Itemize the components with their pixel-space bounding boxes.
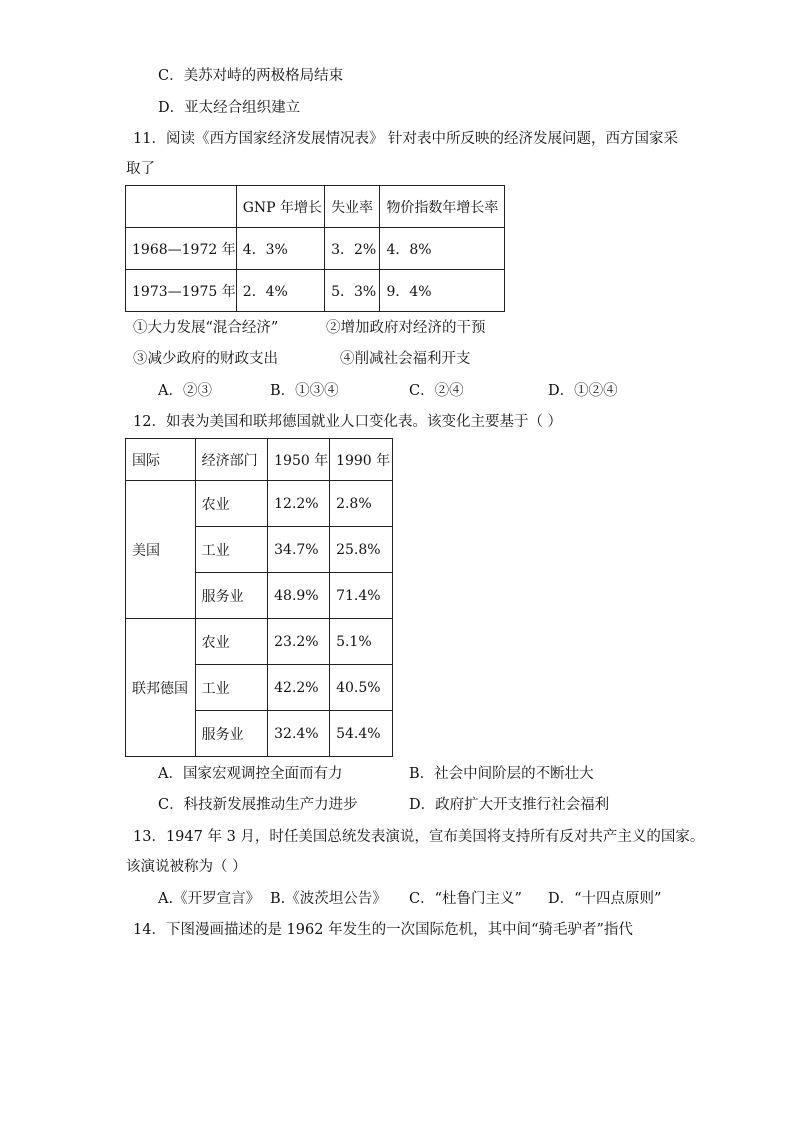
table-cell: 服务业 (195, 711, 267, 757)
q11-header-cell: GNP 年增长 (236, 186, 324, 228)
table-cell: 4．3% (236, 228, 324, 270)
q12-stem: 12．如表为美国和联邦德国就业人口变化表。该变化主要基于（ ） (133, 414, 563, 430)
q11-table (125, 185, 505, 312)
table-cell: 3．2% (325, 228, 380, 270)
table-cell: 1973—1975 年 (126, 270, 237, 312)
q11-option-a: A．②③ (158, 383, 212, 399)
q12-header-cell: 1990 年 (330, 439, 393, 481)
q13-stem-line1: 13．1947 年 3 月，时任美国总统发表演说，宣布美国将支持所有反对共产主义的国家。 (133, 829, 705, 845)
table-cell: 9．4% (380, 270, 505, 312)
table-cell: 23.2% (268, 619, 330, 665)
country-cell: 美国 (126, 481, 196, 619)
table-cell: 42.2% (268, 665, 330, 711)
q10-option-c: C．美苏对峙的两极格局结束 (158, 68, 344, 84)
table-cell: 12.2% (268, 481, 330, 527)
table-cell: 25.8% (330, 527, 393, 573)
table-row (126, 481, 393, 527)
table-cell: 5.1% (330, 619, 393, 665)
q11-stem-line2: 取了 (126, 161, 155, 177)
table-cell: 2.8% (330, 481, 393, 527)
q14-stem: 14．下图漫画描述的是 1962 年发生的一次国际危机，其中间“骑毛驴者”指代 (133, 922, 633, 938)
table-cell: 5．3% (325, 270, 380, 312)
table-cell: 农业 (195, 619, 267, 665)
q13-option-c: C．“杜鲁门主义” (409, 891, 522, 907)
table-cell: 48.9% (268, 573, 330, 619)
table-cell: 34.7% (268, 527, 330, 573)
q11-statement-1: ①大力发展“混合经济” (133, 320, 279, 336)
q12-option-d: D．政府扩大开支推行社会福利 (409, 797, 610, 813)
q12-option-c: C．科技新发展推动生产力进步 (158, 797, 358, 813)
table-cell: 工业 (195, 527, 267, 573)
country-cell: 联邦德国 (126, 619, 196, 757)
q13-option-d: D．“十四点原则” (548, 891, 662, 907)
table-cell: 32.4% (268, 711, 330, 757)
q13-option-a: A.《开罗宣言》 (158, 891, 261, 907)
q12-table (125, 438, 393, 757)
q11-header-cell: 物价指数年增长率 (380, 186, 505, 228)
table-cell: 农业 (195, 481, 267, 527)
q12-option-b: B．社会中间阶层的不断壮大 (409, 766, 594, 782)
table-cell: 54.4% (330, 711, 393, 757)
q11-header-cell: 失业率 (325, 186, 380, 228)
table-cell: 服务业 (195, 573, 267, 619)
table-row (126, 619, 393, 665)
table-cell: 4．8% (380, 228, 505, 270)
q12-options-row1 (0, 764, 794, 784)
q11-statement-2: ②增加政府对经济的干预 (326, 320, 486, 336)
q10-option-d: D．亚太经合组织建立 (158, 100, 301, 116)
q11-header-cell (126, 186, 237, 228)
q13-stem-line2: 该演说被称为（ ） (126, 859, 247, 875)
table-cell: 40.5% (330, 665, 393, 711)
q11-option-c: C．②④ (409, 383, 464, 399)
q12-table-header (126, 439, 393, 481)
table-cell: 1968—1972 年 (126, 228, 237, 270)
table-cell: 2．4% (236, 270, 324, 312)
q12-option-a: A．国家宏观调控全面而有力 (158, 766, 343, 782)
q11-option-b: B．①③④ (270, 383, 339, 399)
q11-table-header (126, 186, 505, 228)
q12-header-cell: 经济部门 (195, 439, 267, 481)
q13-option-b: B.《波茨坦公告》 (270, 891, 387, 907)
q11-option-d: D．①②④ (548, 383, 618, 399)
q11-statement-3: ③减少政府的财政支出 (133, 351, 278, 367)
table-row (126, 270, 505, 312)
q12-options-row2 (0, 795, 794, 815)
q13-options (0, 889, 794, 909)
table-row (126, 228, 505, 270)
table-cell: 71.4% (330, 573, 393, 619)
q12-header-cell: 国际 (126, 439, 196, 481)
q11-stem-line1: 11．阅读《西方国家经济发展情况表》 针对表中所反映的经济发展问题，西方国家采 (133, 131, 679, 147)
table-cell: 工业 (195, 665, 267, 711)
q12-header-cell: 1950 年 (268, 439, 330, 481)
q11-options (0, 381, 794, 401)
q11-statement-4: ④削减社会福利开支 (340, 351, 471, 367)
